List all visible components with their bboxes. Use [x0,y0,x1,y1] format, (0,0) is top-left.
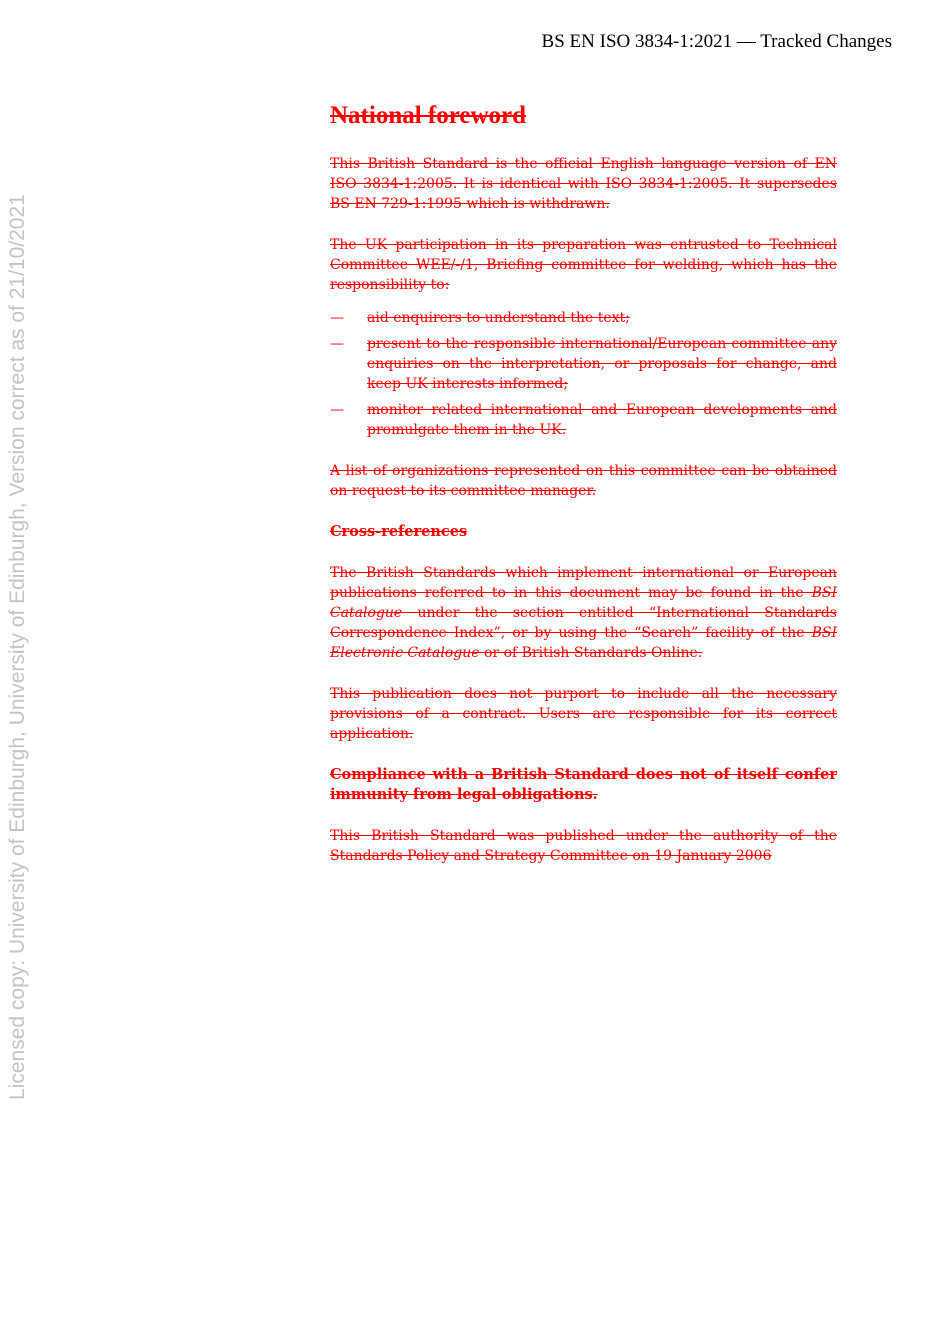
list-item [330,308,837,328]
list-item [330,334,837,394]
list-item-text: monitor related international and European developments and promulgate them in the UK. [367,402,837,438]
dash-marker: — [330,402,344,418]
bsi-catalogue-title: BSI Catalogue [330,585,837,621]
license-watermark: Licensed copy: University of Edinburgh, University of Edinburgh, Version correct as of 21/10/2021 [6,194,29,1100]
crossref-text-1: The British Standards which implement international or European publications referred to in this document may be found in the [330,565,837,601]
running-head: BS EN ISO 3834-1:2021 — Tracked Changes [541,31,892,52]
list-item-text: aid enquirers to understand the text; [367,310,630,326]
national-foreword-section [330,100,837,887]
bsi-electronic-catalogue-title: BSI Electronic Catalogue [330,625,837,661]
crossref-text-3: or of British Standards Online. [479,645,703,661]
organizations-paragraph: A list of organizations represented on this committee can be obtained on request to its committee manager. [330,463,837,499]
dash-marker: — [330,310,344,326]
intro-paragraph: This British Standard is the official English language version of EN ISO 3834-1:2005. It is identical with ISO 3834-1:2005. It supersedes BS EN 729-1:1995 which is withdrawn. [330,156,837,212]
responsibility-list [330,308,837,440]
list-item [330,400,837,440]
cross-references-heading: Cross-references [330,523,468,540]
crossref-text-2: under the section entitled “International Standards Correspondence Index”, or by using the “Search” facility of the [330,605,837,641]
committee-paragraph: The UK participation in its preparation was entrusted to Technical Committee WEE/-/1, Briefing committee for welding, which has the responsibility to: [330,237,837,293]
page-title: National foreword [330,102,527,129]
dash-marker: — [330,336,344,352]
contract-disclaimer-paragraph: This publication does not purport to include all the necessary provisions of a contract. Users are responsible for its correct application. [330,686,837,742]
compliance-statement: Compliance with a British Standard does not of itself confer immunity from legal obligations. [330,766,837,803]
list-item-text: present to the responsible international/European committee any enquiries on the interpretation, or proposals for change, and keep UK interests informed; [367,336,837,392]
cross-references-paragraph [330,563,837,663]
publication-authority-paragraph: This British Standard was published under the authority of the Standards Policy and Strategy Committee on 19 January 2006 [330,828,837,864]
